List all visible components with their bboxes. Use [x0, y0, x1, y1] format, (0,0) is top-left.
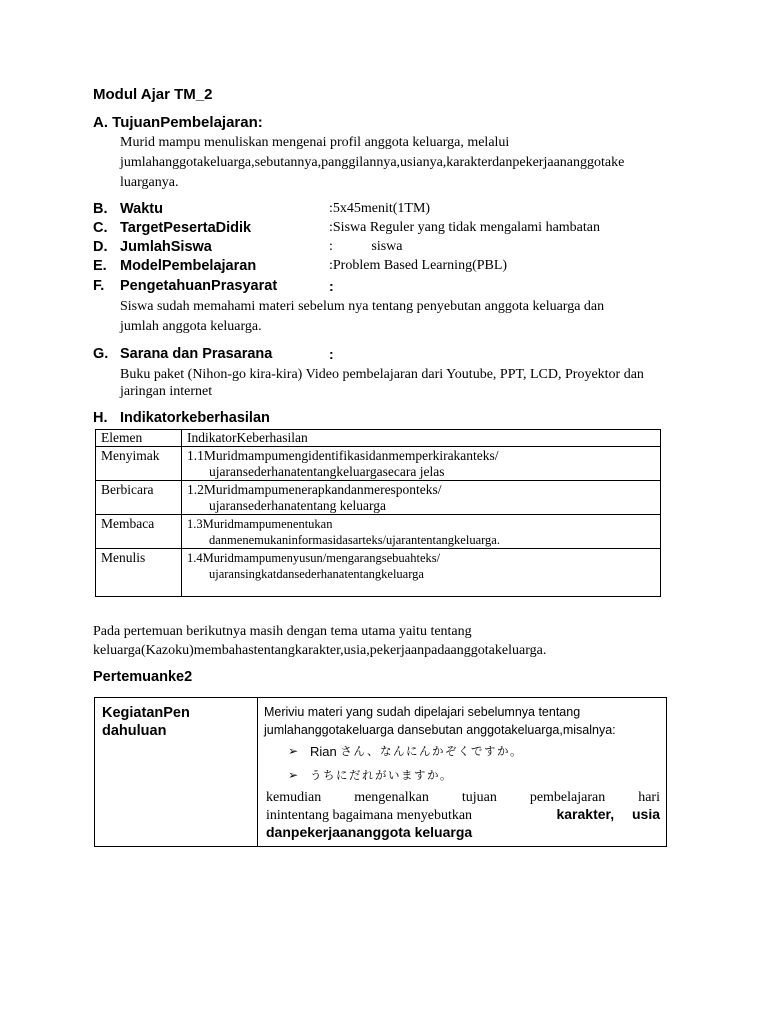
indicator-cell: [182, 447, 661, 481]
kegiatan-label-cell: [95, 698, 258, 847]
kegiatan-label-line: KegiatanPen: [102, 705, 190, 721]
indicator-line: danmenemukaninformasidasarteks/ujarantentangkeluarga.: [209, 533, 500, 547]
info-row-model: [93, 258, 733, 277]
kegiatan-label-line: dahuluan: [102, 723, 167, 739]
section-a-body: [120, 133, 720, 193]
indicator-cell: [182, 549, 661, 597]
indicator-line: 1.2Muridmampumenerapkandanmeresponteks/: [187, 482, 442, 497]
row-label: JumlahSiswa: [120, 239, 212, 255]
element-cell: Menyimak: [96, 447, 182, 481]
row-label: ModelPembelajaran: [120, 258, 257, 274]
table-row: [96, 481, 661, 515]
arrow-bullet-icon: ➢: [288, 743, 299, 758]
closing-text: inintentang bagaimana menyebutkan: [266, 808, 476, 823]
element-cell: Membaca: [96, 515, 182, 549]
section-a-line: Murid mampu menuliskan mengenai profil anggota keluarga, melalui: [120, 135, 510, 150]
row-letter: F.: [93, 278, 105, 294]
row-label: Sarana dan Prasarana: [120, 346, 273, 362]
row-letter: B.: [93, 201, 108, 217]
kegiatan-content-cell: [258, 698, 667, 847]
row-value: :5x45menit(1TM): [329, 201, 431, 216]
row-letter: D.: [93, 239, 108, 255]
table-header-row: [96, 430, 661, 447]
row-value: :: [329, 346, 334, 362]
section-g-heading: [93, 346, 733, 365]
document-title: Modul Ajar TM_2: [93, 86, 213, 103]
example-bullet: [288, 763, 660, 787]
closing-bold-line: danpekerjaananggota keluarga: [266, 824, 473, 840]
table-row: [96, 515, 661, 549]
table-row: [96, 447, 661, 481]
closing-line: kemudian mengenalkan tujuan pembelajaran hari: [266, 790, 660, 805]
example-bullet: [288, 739, 660, 763]
bullet-japanese: さん、なんにんかぞくですか。: [340, 744, 524, 758]
section-a-line: jumlahanggotakeluarga,sebutannya,panggilannya,usianya,karakterdanpekerjaananggotake: [120, 155, 625, 170]
element-cell: Berbicara: [96, 481, 182, 515]
table-row: [96, 549, 661, 597]
next-meeting-paragraph: [93, 622, 733, 660]
table-row: [95, 698, 667, 847]
arrow-bullet-icon: ➢: [288, 767, 299, 782]
indicator-line: ujaransederhanatentang keluarga: [209, 498, 387, 513]
row-letter: E.: [93, 258, 107, 274]
indicator-line: ujaransingkatdansederhanatentangkeluarga: [209, 567, 424, 581]
bullet-japanese: うちにだれがいますか。: [310, 768, 453, 782]
paragraph-line: keluarga(Kazoku)membahastentangkarakter,usia,pekerjaanpadaanggotakeluarga.: [93, 643, 547, 658]
row-label: Indikatorkeberhasilan: [120, 410, 270, 426]
bullet-latin: Rian: [310, 743, 341, 759]
kegiatan-table: [94, 697, 667, 847]
row-value: :Problem Based Learning(PBL): [329, 258, 508, 273]
info-row-target: [93, 220, 733, 239]
row-label: TargetPesertaDidik: [120, 220, 252, 236]
row-value: :Siswa Reguler yang tidak mengalami hambatan: [329, 220, 600, 235]
table-header-cell: IndikatorKeberhasilan: [182, 430, 661, 447]
indicator-line: 1.4Muridmampumenyusun/mengarangsebuahteks/: [187, 551, 441, 565]
intro-line: Meriviu materi yang sudah dipelajari sebelumnya tentang: [264, 705, 581, 719]
section-g-line: Buku paket (Nihon-go kira-kira) Video pembelajaran dari Youtube, PPT, LCD, Proyektor dan: [120, 367, 644, 382]
row-label: PengetahuanPrasyarat: [120, 278, 278, 294]
indicator-cell: [182, 481, 661, 515]
section-f-line: Siswa sudah memahami materi sebelum nya tentang penyebutan anggota keluarga dan: [120, 299, 605, 314]
row-value: :: [329, 278, 334, 294]
intro-line: jumlahanggotakeluarga dansebutan anggotakeluarga,misalnya:: [264, 723, 616, 737]
closing-line-2: [266, 806, 660, 824]
paragraph-line: Pada pertemuan berikutnya masih dengan tema utama yaitu tentang: [93, 624, 472, 639]
table-header-cell: Elemen: [96, 430, 182, 447]
indicator-table: [95, 429, 661, 597]
section-a-label: A. TujuanPembelajaran:: [93, 114, 263, 131]
row-label: Waktu: [120, 201, 163, 217]
info-row-prasyarat: [93, 278, 733, 297]
section-a-line: luarganya.: [120, 175, 179, 190]
row-letter: C.: [93, 220, 108, 236]
indicator-line: ujaransederhanatentangkeluargasecara jelas: [209, 464, 445, 479]
info-row-waktu: [93, 201, 733, 220]
pertemuan-heading: Pertemuanke2: [93, 669, 193, 685]
section-f-body: [120, 297, 720, 337]
indicator-line: 1.3Muridmampumenentukan: [187, 517, 333, 531]
section-g-line: jaringan internet: [120, 384, 213, 399]
element-cell: Menulis: [96, 549, 182, 597]
section-f-line: jumlah anggota keluarga.: [120, 319, 262, 334]
closing-bold-text: karakter, usia: [556, 806, 660, 822]
section-g-body: [120, 366, 720, 400]
indicator-cell: [182, 515, 661, 549]
info-row-jumlah-siswa: [93, 239, 733, 258]
row-value: : siswa: [329, 239, 403, 254]
section-h-heading: [93, 410, 733, 429]
row-letter: G.: [93, 346, 109, 362]
row-letter: H.: [93, 410, 108, 426]
indicator-line: 1.1Muridmampumengidentifikasidanmemperkirakanteks/: [187, 448, 499, 463]
